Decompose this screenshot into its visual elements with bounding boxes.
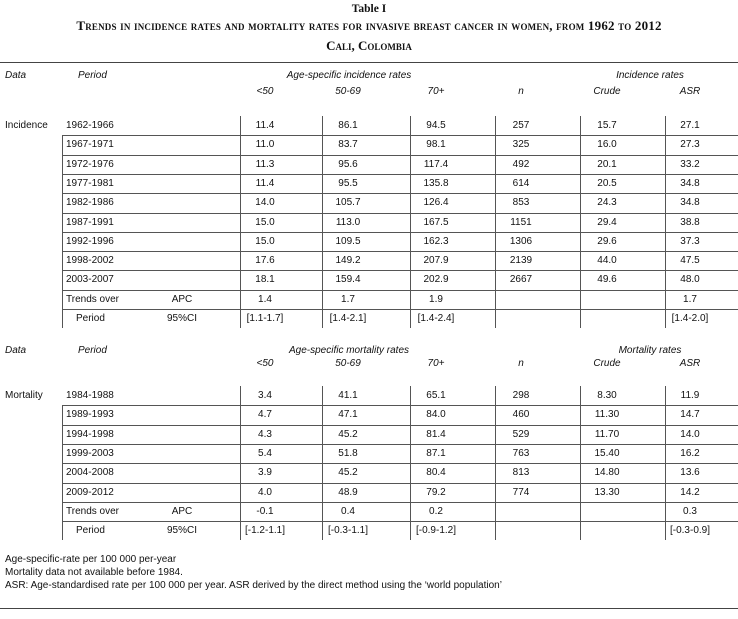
table-cell-asr: 34.8 (680, 177, 700, 189)
table-cell-70plus: 98.1 (426, 139, 446, 151)
table-row-divider (62, 232, 738, 233)
table-cell-70plus: 81.4 (426, 428, 446, 440)
incidence-header-period: Period (78, 70, 107, 81)
table-cell-50-69: 109.5 (335, 235, 361, 247)
table-cell-lt50: 11.4 (255, 177, 275, 189)
mortality-ci-70plus: [-0.9-1.2] (415, 525, 457, 537)
table-row-divider (62, 270, 738, 271)
table-cell-n: 1306 (509, 235, 533, 247)
table-cell-crude: 14.80 (594, 467, 620, 479)
table-cell-50-69: 113.0 (335, 216, 361, 228)
table-cell-50-69: 86.1 (338, 120, 358, 131)
incidence-column-rule (410, 116, 411, 328)
table-row-period: 1987-1991 (66, 216, 114, 228)
incidence-trend-label: Trends over (66, 293, 119, 305)
table-cell-50-69: 41.1 (338, 390, 358, 401)
table-cell-asr: 48.0 (680, 274, 700, 286)
incidence-header-group-rates: Age-specific incidence rates (286, 70, 412, 81)
table-row-divider (62, 425, 738, 426)
table-cell-lt50: 15.0 (255, 235, 275, 247)
table-row-period: 1989-1993 (66, 409, 114, 421)
table-cell-lt50: 11.3 (255, 158, 275, 170)
incidence-ci-50-69: [1.4-2.1] (329, 313, 367, 324)
table-cell-asr: 14.2 (680, 486, 700, 498)
table-cell-n: 774 (512, 486, 530, 498)
table-cell-70plus: 65.1 (426, 390, 446, 401)
table-cell-asr: 16.2 (680, 447, 700, 459)
mortality-header-asr: ASR (679, 358, 701, 369)
table-cell-50-69: 48.9 (338, 486, 358, 498)
table-cell-crude: 15.40 (594, 447, 620, 459)
incidence-trend-lt50: 1.4 (258, 293, 272, 305)
mortality-header-n: n (518, 358, 524, 369)
table-cell-50-69: 95.5 (338, 177, 358, 189)
mortality-trend-label: Trends over (66, 505, 119, 517)
table-cell-asr: 33.2 (680, 158, 700, 170)
table-cell-lt50: 11.0 (255, 139, 275, 151)
table-top-rule (0, 62, 738, 63)
table-row-divider (62, 251, 738, 252)
table-cell-asr: 14.0 (680, 428, 700, 440)
incidence-header-crude: Crude (593, 86, 621, 97)
table-cell-70plus: 167.5 (423, 216, 449, 228)
table-cell-50-69: 159.4 (335, 274, 361, 286)
table-cell-n: 460 (512, 409, 530, 421)
table-cell-crude: 49.6 (597, 274, 617, 286)
mortality-trend-50-69: 0.4 (341, 505, 355, 517)
incidence-ci-asr: [1.4-2.0] (671, 313, 709, 324)
mortality-ci-50-69: [-0.3-1.1] (327, 525, 369, 537)
table-cell-asr: 27.3 (680, 139, 700, 151)
table-row-period: 1962-1966 (66, 120, 114, 131)
incidence-column-rule (322, 116, 323, 328)
table-row-divider (62, 444, 738, 445)
table-row-divider (62, 193, 738, 194)
table-cell-n: 2667 (509, 274, 533, 286)
mortality-ci-lt50: [-1.2-1.1] (244, 525, 286, 537)
table-cell-crude: 29.6 (597, 235, 617, 247)
table-cell-50-69: 83.7 (338, 139, 358, 151)
table-cell-lt50: 3.4 (258, 390, 272, 401)
table-cell-crude: 44.0 (597, 255, 617, 267)
table-row-divider (62, 155, 738, 156)
incidence-header-n: n (518, 86, 524, 97)
table-cell-50-69: 45.2 (338, 428, 358, 440)
table-row-period: 2009-2012 (66, 486, 114, 498)
table-cell-asr: 38.8 (680, 216, 700, 228)
mortality-header-50-69: 50-69 (335, 358, 361, 369)
incidence-header-70plus: 70+ (427, 86, 445, 97)
table-cell-crude: 20.1 (597, 158, 617, 170)
table-cell-lt50: 18.1 (255, 274, 275, 286)
table-cell-lt50: 4.3 (258, 428, 272, 440)
table-cell-lt50: 11.4 (255, 120, 275, 131)
table-cell-n: 529 (512, 428, 530, 440)
incidence-header-asr: ASR (679, 86, 701, 97)
table-cell-asr: 47.5 (680, 255, 700, 267)
incidence-header-lt50: <50 (256, 86, 274, 97)
table-row-period: 1998-2002 (66, 255, 114, 267)
table-cell-50-69: 51.8 (338, 447, 358, 459)
incidence-header-group-right: Incidence rates (616, 70, 684, 81)
table-cell-50-69: 105.7 (335, 197, 361, 209)
table-cell-asr: 13.6 (680, 467, 700, 479)
table-cell-lt50: 15.0 (255, 216, 275, 228)
table-cell-lt50: 5.4 (258, 447, 272, 459)
mortality-section-label: Mortality (5, 390, 43, 401)
table-row-period: 1992-1996 (66, 235, 114, 247)
incidence-column-rule (495, 116, 496, 328)
mortality-header-period: Period (78, 345, 107, 356)
incidence-header-data: Data (5, 70, 27, 81)
table-cell-crude: 16.0 (597, 139, 617, 151)
table-row-divider (62, 135, 738, 136)
table-cell-n: 1151 (510, 216, 532, 228)
table-cell-asr: 37.3 (680, 235, 700, 247)
table-row-divider (62, 463, 738, 464)
table-cell-n: 614 (512, 177, 530, 189)
incidence-trend-50-69: 1.7 (341, 293, 355, 305)
mortality-header-crude: Crude (593, 358, 621, 369)
table-row-period: 1967-1971 (66, 139, 114, 151)
mortality-ci-asr: [-0.3-0.9] (669, 525, 711, 537)
table-cell-n: 853 (512, 197, 530, 209)
incidence-trend-70plus: 1.9 (429, 293, 443, 305)
mortality-ci-metric: 95%CI (166, 525, 198, 537)
table-row-divider (62, 405, 738, 406)
table-cell-crude: 11.70 (594, 428, 620, 440)
table-cell-crude: 8.30 (597, 390, 617, 401)
table-cell-crude: 13.30 (594, 486, 620, 498)
table-row-period: 1972-1976 (66, 158, 114, 170)
table-cell-n: 813 (512, 467, 530, 479)
table-row-period: 2004-2008 (66, 467, 114, 479)
table-row-period: 1977-1981 (66, 177, 114, 189)
table-row-divider (62, 174, 738, 175)
table-bottom-rule (0, 608, 738, 609)
table-cell-asr: 27.1 (680, 120, 700, 131)
table-cell-crude: 11.30 (594, 409, 620, 421)
table-row-divider (62, 213, 738, 214)
table-cell-50-69: 95.6 (338, 158, 358, 170)
table-cell-asr: 14.7 (680, 409, 700, 421)
table-cell-crude: 15.7 (597, 120, 617, 131)
table-title: Trends in incidence rates and mortality rates for invasive breast cancer in women, from 1962 to 2012 (76, 18, 662, 33)
table-cell-70plus: 135.8 (423, 177, 449, 189)
table-row-divider (62, 521, 738, 522)
table-cell-asr: 34.8 (680, 197, 700, 209)
table-cell-lt50: 4.7 (258, 409, 272, 421)
incidence-section-label: Incidence (5, 120, 48, 131)
table-row-period: 1982-1986 (66, 197, 114, 209)
mortality-trend-lt50: -0.1 (256, 505, 274, 517)
table-cell-70plus: 207.9 (423, 255, 449, 267)
mortality-header-group-rates: Age-specific mortality rates (288, 345, 410, 356)
table-cell-crude: 20.5 (597, 177, 617, 189)
table-label: Table I (351, 3, 387, 15)
table-row-period: 1999-2003 (66, 447, 114, 459)
table-cell-n: 257 (512, 120, 530, 131)
table-cell-n: 2139 (509, 255, 533, 267)
table-row-period: 1984-1988 (66, 390, 114, 401)
table-cell-50-69: 149.2 (335, 255, 361, 267)
table-row-divider (62, 309, 738, 310)
table-cell-crude: 29.4 (597, 216, 617, 228)
table-cell-lt50: 3.9 (258, 467, 272, 479)
mortality-trend-metric: APC (171, 505, 193, 517)
table-cell-70plus: 162.3 (423, 235, 449, 247)
table-cell-70plus: 79.2 (426, 486, 446, 498)
mortality-header-lt50: <50 (256, 358, 274, 369)
table-cell-70plus: 84.0 (426, 409, 446, 421)
incidence-trend-asr: 1.7 (683, 293, 697, 305)
mortality-ci-label: Period (76, 525, 105, 537)
table-cell-crude: 24.3 (597, 197, 617, 209)
mortality-header-70plus: 70+ (427, 358, 445, 369)
table-row-divider (62, 483, 738, 484)
footnote: ASR: Age-standardised rate per 100 000 per year. ASR derived by the direct method using the ‘world population’ (5, 580, 502, 591)
table-subtitle: Cali, Colombia (326, 38, 412, 53)
footnote: Mortality data not available before 1984. (5, 567, 183, 578)
mortality-trend-70plus: 0.2 (429, 505, 443, 517)
table-cell-70plus: 94.5 (426, 120, 446, 131)
footnote: Age-specific-rate per 100 000 per-year (5, 554, 177, 565)
table-cell-lt50: 14.0 (255, 197, 275, 209)
table-cell-asr: 11.9 (680, 390, 700, 401)
incidence-ci-70plus: [1.4-2.4] (417, 313, 455, 324)
table-cell-lt50: 17.6 (255, 255, 275, 267)
table-cell-70plus: 202.9 (423, 274, 449, 286)
incidence-ci-lt50: [1.1-1.7] (246, 313, 284, 324)
table-row-period: 2003-2007 (66, 274, 114, 286)
table-cell-n: 325 (512, 139, 530, 151)
table-cell-50-69: 45.2 (338, 467, 358, 479)
mortality-header-data: Data (5, 345, 27, 356)
incidence-ci-label: Period (76, 313, 105, 324)
table-cell-n: 763 (512, 447, 530, 459)
table-cell-n: 492 (512, 158, 530, 170)
table-row-divider (62, 502, 738, 503)
table-cell-lt50: 4.0 (258, 486, 272, 498)
incidence-column-rule (240, 116, 241, 328)
table-cell-70plus: 126.4 (423, 197, 449, 209)
table-cell-50-69: 47.1 (338, 409, 358, 421)
mortality-header-group-right: Mortality rates (618, 345, 682, 356)
table-cell-70plus: 87.1 (426, 447, 446, 459)
table-cell-n: 298 (512, 390, 530, 401)
table-cell-70plus: 80.4 (426, 467, 446, 479)
incidence-trend-metric: APC (171, 293, 193, 305)
table-row-period: 1994-1998 (66, 428, 114, 440)
incidence-ci-metric: 95%CI (166, 313, 198, 324)
incidence-column-rule (580, 116, 581, 328)
incidence-column-rule (665, 116, 666, 328)
table-cell-70plus: 117.4 (423, 158, 449, 170)
incidence-header-50-69: 50-69 (335, 86, 361, 97)
table-row-divider (62, 290, 738, 291)
mortality-trend-asr: 0.3 (683, 505, 697, 517)
